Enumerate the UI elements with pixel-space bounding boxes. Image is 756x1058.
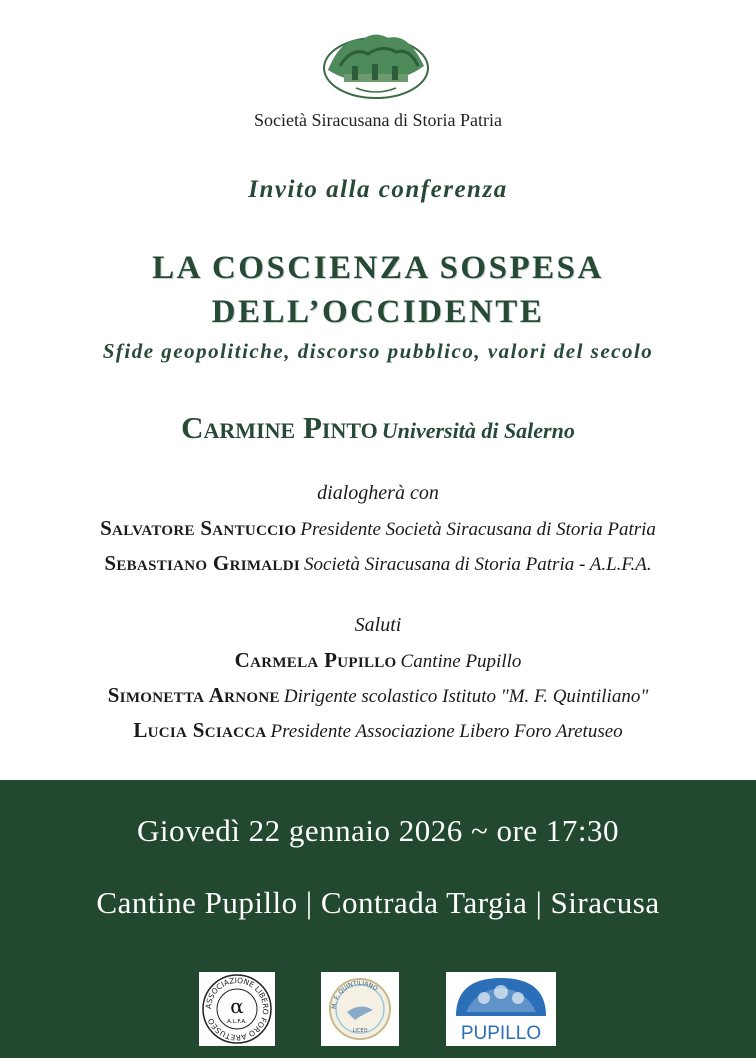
- pupillo-logo: [446, 972, 556, 1046]
- conference-title-line-2: DELL’OCCIDENTE: [211, 294, 545, 330]
- participant-name: Sebastiano Grimaldi: [104, 551, 301, 575]
- alfa-label: A.L.F.A.: [227, 1019, 247, 1025]
- greeting-role: Cantine Pupillo: [400, 651, 522, 672]
- alfa-ring-text: ASSOCIAZIONE LIBERO FORO ARETUSEO: [203, 975, 271, 1043]
- greeting-name: Carmela Pupillo: [234, 648, 397, 672]
- society-name: Società Siracusana di Storia Patria: [254, 110, 502, 130]
- greeting-role: Dirigente scolastico Istituto "M. F. Quintiliano": [283, 686, 649, 707]
- pupillo-label: PUPILLO: [460, 1023, 542, 1044]
- participant-role: Presidente Società Siracusana di Storia Patria: [300, 519, 656, 540]
- greetings-intro-row: [0, 614, 756, 637]
- conference-subtitle: Sfide geopolitiche, discorso pubblico, valori del secolo: [102, 339, 654, 363]
- greeting-name: Lucia Sciacca: [133, 718, 267, 742]
- participant-name: Salvatore Santuccio: [100, 516, 297, 540]
- greeting-person: [0, 648, 756, 673]
- speaker-name: Carmine Pinto: [181, 410, 378, 445]
- event-info-band: [0, 780, 756, 1058]
- society-logo: [322, 26, 430, 110]
- dialogue-intro: dialogherà con: [317, 482, 439, 504]
- invite-heading: Invito alla conferenza: [248, 176, 508, 203]
- participant-role: Società Siracusana di Storia Patria - A.L.F.A.: [304, 554, 652, 575]
- alfa-symbol: α: [230, 994, 244, 1018]
- quintiliano-logo: [321, 972, 399, 1046]
- alfa-logo: [199, 972, 275, 1046]
- dialogue-participant: [0, 551, 756, 576]
- dialogue-intro-row: [0, 482, 756, 505]
- speaker-affiliation: Università di Salerno: [381, 418, 575, 443]
- main-speaker: [0, 410, 756, 446]
- quintiliano-ring-text: M. F. QUINTILIANO: [330, 979, 379, 1010]
- event-date-time: Giovedì 22 gennaio 2026 ~ ore 17:30: [137, 813, 619, 848]
- dialogue-participant: [0, 516, 756, 541]
- event-location: Cantine Pupillo | Contrada Targia | Siracusa: [96, 885, 660, 920]
- quintiliano-label: LICEO: [352, 1028, 368, 1034]
- greeting-name: Simonetta Arnone: [107, 683, 280, 707]
- greeting-person: [0, 718, 756, 743]
- greeting-role: Presidente Associazione Libero Foro Aretuseo: [270, 721, 623, 742]
- conference-title-line-1: LA COSCIENZA SOSPESA: [152, 250, 604, 286]
- greeting-person: [0, 683, 756, 708]
- greetings-intro: Saluti: [354, 614, 402, 636]
